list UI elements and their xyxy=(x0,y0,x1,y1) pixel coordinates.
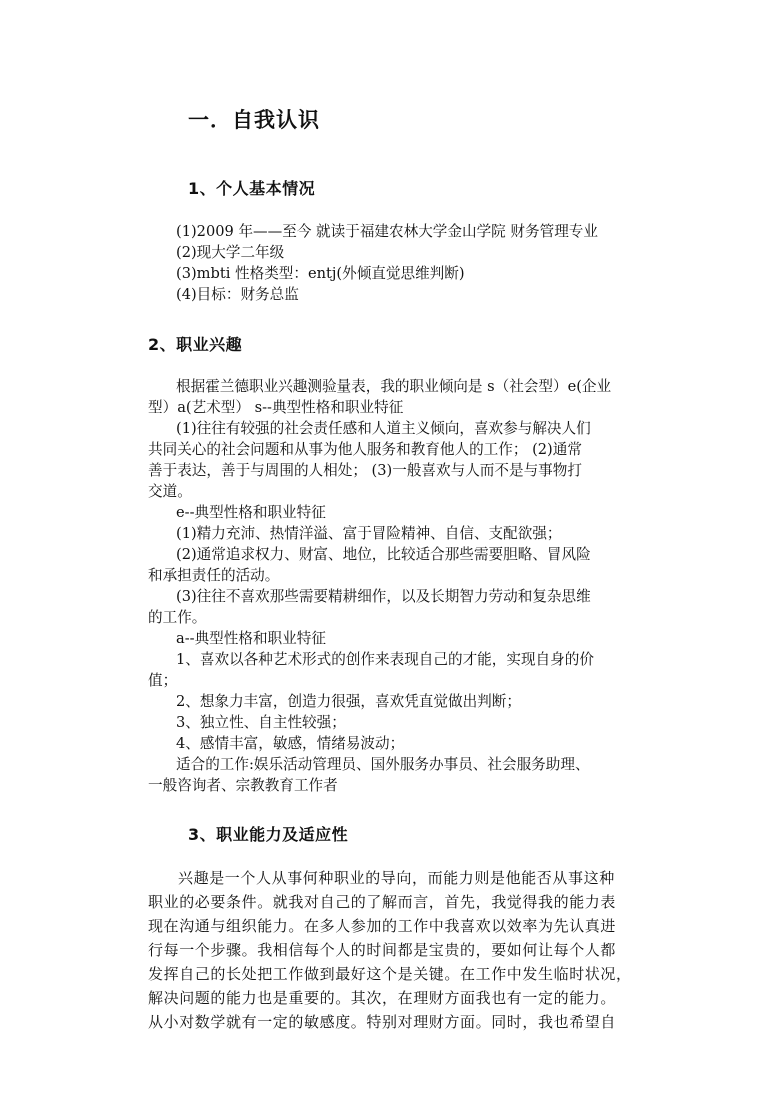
section-2-line: (1)往往有较强的社会责任感和人道主义倾向，喜欢参与解决人们 xyxy=(176,420,591,437)
section-2-line: (1)精力充沛、热情洋溢、富于冒险精神、自信、支配欲强； xyxy=(176,525,562,542)
section-1-item: (4)目标：财务总监 xyxy=(176,286,299,303)
section-2-line: 值； xyxy=(148,672,178,689)
section-2-line: 交道。 xyxy=(148,483,192,500)
section-2-line: 型）a(艺术型） s--典型性格和职业特征 xyxy=(148,399,404,416)
section-2-line: a--典型性格和职业特征 xyxy=(176,630,326,647)
section-2-line: 和承担责任的活动。 xyxy=(148,567,280,584)
section-2-line: 的工作。 xyxy=(148,609,207,626)
section-1-title: 1、个人基本情况 xyxy=(188,179,316,198)
section-2-line: 适合的工作:娱乐活动管理员、国外服务办事员、社会服务助理、 xyxy=(176,756,590,773)
section-2-line: 根据霍兰德职业兴趣测验量表，我的职业倾向是 s（社会型）e(企业 xyxy=(176,378,612,395)
section-3-line: 现在沟通与组织能力。在多人参加的工作中我喜欢以效率为先认真进 xyxy=(148,917,617,935)
section-2-line: 1、喜欢以各种艺术形式的创作来表现自己的才能，实现自身的价 xyxy=(176,651,594,668)
section-2-line: 善于表达，善于与周围的人相处； (3)一般喜欢与人而不是与事物打 xyxy=(148,462,582,479)
section-3-title: 3、职业能力及适应性 xyxy=(188,825,349,844)
section-1-item: (3)mbti 性格类型：entj(外倾直觉思维判断) xyxy=(176,265,465,282)
main-heading: 一．自我认识 xyxy=(188,108,320,132)
section-3-line: 行每一个步骤。我相信每个人的时间都是宝贵的，要如何让每个人都 xyxy=(148,941,617,959)
section-2-line: 一般咨询者、宗教教育工作者 xyxy=(148,777,338,794)
section-1-item: (2)现大学二年级 xyxy=(176,244,285,261)
section-2-line: (2)通常追求权力、财富、地位，比较适合那些需要胆略、冒风险 xyxy=(176,546,591,563)
section-2-line: (3)往往不喜欢那些需要精耕细作，以及长期智力劳动和复杂思维 xyxy=(176,588,591,605)
section-2-line: e--典型性格和职业特征 xyxy=(176,504,326,521)
section-2-title: 2、职业兴趣 xyxy=(148,335,243,354)
section-3-line: 从小对数学就有一定的敏感度。特别对理财方面。同时，我也希望自 xyxy=(148,1013,617,1031)
section-3-line: 解决问题的能力也是重要的。其次，在理财方面我也有一定的能力。 xyxy=(148,989,617,1007)
section-2-line: 2、想象力丰富，创造力很强，喜欢凭直觉做出判断； xyxy=(176,693,521,710)
section-2-line: 3、独立性、自主性较强； xyxy=(176,714,346,731)
section-3-line: 发挥自己的长处把工作做到最好这个是关键。在工作中发生临时状况， xyxy=(148,965,632,983)
section-1-item: (1)2009 年——至今 就读于福建农林大学金山学院 财务管理专业 xyxy=(176,223,598,240)
section-3-line: 职业的必要条件。就我对自己的了解而言，首先，我觉得我的能力表 xyxy=(148,893,617,911)
section-2-line: 共同关心的社会问题和从事为他人服务和教育他人的工作； (2)通常 xyxy=(148,441,582,458)
section-3-line: 兴趣是一个人从事何种职业的导向，而能力则是他能否从事这种 xyxy=(178,869,615,887)
section-2-line: 4、感情丰富，敏感，情绪易波动； xyxy=(176,735,405,752)
